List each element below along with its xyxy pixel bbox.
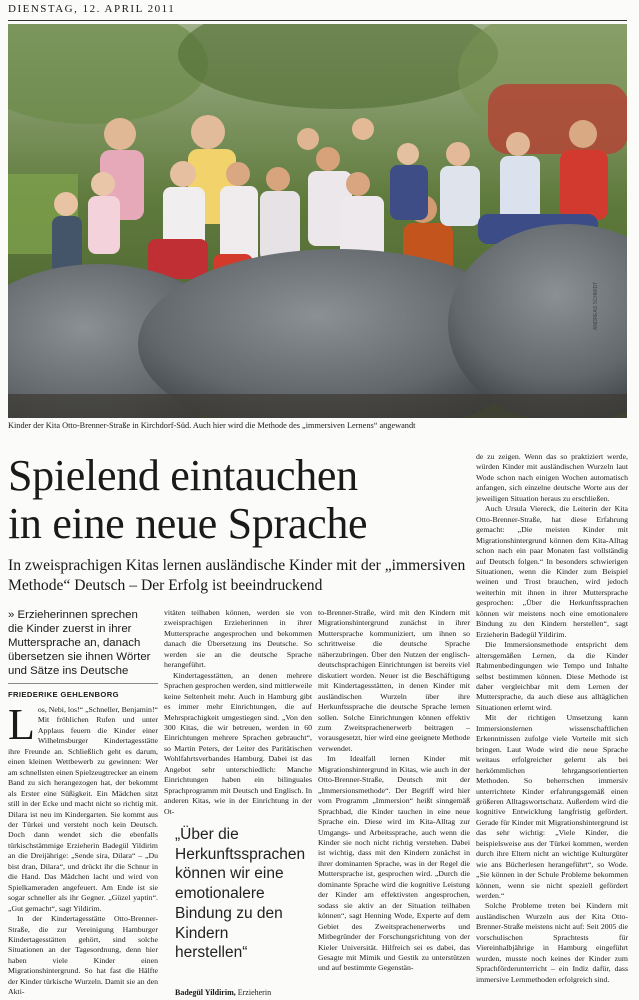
pull-quote: „Über die Herkunftssprachen können wir eine emotionalere Bindung zu den Kindern herstellen“ (175, 826, 306, 962)
quote-source-name: Badegül Yildirim, (175, 988, 236, 997)
article-column-1 (8, 700, 158, 998)
col3-paragraph-1: to-Brenner-Straße, wird mit den Kindern mit Migrationshintergrund zunächst in ihrer Muttersprache kommuniziert, um ihnen so schrittweise die deutsche Sprache näherzubringen. Über den Nutzen der englisch-deutschsprachigen Einrichtungen ist bereits viel diskutiert worden. Neuer ist die Beschäftigung mit Kindertagesstätten, in denen Kinder mit ausländischen Wurzeln über ihre Herkunftssprache die deutsche Sprache lernen sollen. Solche Einrichtungen können effektiv zum Zweitsprachenerwerb beitragen – vorausgesetzt, hier wird eine geeignete Methode verwendet. (318, 608, 470, 753)
article-column-2 (164, 608, 312, 817)
headline (8, 452, 468, 548)
col1-paragraph-1: os, Nebi, los!“ „Schneller, Benjamin!“ Mit fröhlichen Rufen und unter Applaus feuern die Kinder einer Wilhelmsburger Kindertagesstätte ihre Freunde an. Schließlich geht es darum, einen kleinen Wettbewerb zu gewinnen: Wer am schnellsten einen Spielzeugtrecker an einem Band zu sich herangezogen hat, der bekommt als Erster eine Süßigkeit. Ein Mädchen sitzt still in der Ecke und macht nicht so richtig mit. Dilara ist neu im Kindergarten. Sie kommt aus der Türkei und versteht noch kein Deutsch. Doch dann wendet sich die ebenfalls türkischstämmige Erzieherin Badegül Yildirim an die Dreijährige: „Sende sira, Dilara“ – „Du bist dran, Dilara“, und drückt ihr die Schnur in die Hand. Das Mädchen lacht und wird von Spielkameraden angefeuert. Am Ende ist sie sogar schneller als ihr Gegner. „Güzel yaptin“. „Gut gemacht“, sagt Yildirim. (8, 705, 158, 913)
col2-paragraph-1: vitäten teilhaben können, werden sie von zweisprachigen Erzieherinnen in ihrer Muttersprache angesprochen und bekommen danach die Übersetzung ins Deutsche. So werden sie an die deutsche Sprache herangeführt. (164, 608, 312, 670)
dateline: DIENSTAG, 12. APRIL 2011 (8, 3, 176, 15)
col4-paragraph-4: Mit der richtigen Umsetzung kann Immersionslernen wissenschaftlichen Erkenntnissen zufolge viele Vorteile mit sich bringen. Laut Wode wird die neue Sprache weitaus erfolgreicher gelernt als bei herkömmlichen lehrgangsorientierten Methoden. So beherrschen immersiv unterrichtete Kinder erfahrungsgemäß einen größeren Alltagswortschatz. Außerdem wird die kognitive Entwicklung langfristig gefördert. Gerade für Kinder mit Migrationshintergrund ist das sehr wichtig: „Viele Kinder, die beispielsweise aus der Türkei kommen, werden durch ihre Eltern nicht an wichtige Kulturgüter wie ans Bücherlesen herangeführt“, so Wode. „Sie können in der Schule Probleme bekommen können, wenn sie nicht speziell gefördert werden.“ (476, 713, 628, 901)
teaser: » Erzieherinnen sprechen die Kinder zuerst in ihrer Muttersprache an, danach übersetzen sie ihnen Wörter und Sätze ins Deutsche (8, 609, 151, 677)
col3-paragraph-2: Im Idealfall lernen Kinder mit Migrationshintergrund in Kitas, wie auch in der Otto-Brenner-Straße, Deutsch mit der „Immersionsmethode“. Der Begriff wird hier vom Programm „Immersion“ heißt sinngemäß Sprachbad, die Kinder tauchen in eine neue Sprache ein. Diese wird im Kita-Alltag zur Umgangs- und Arbeitssprache, auch wenn die Kinder sie noch nicht richtig verstehen. Dabei ist wichtig, dass mit den Kindern zunächst in ihrer dominanten Sprache, was in der Regel die Muttersprache ist, gesprochen wird. „Durch die dominante Sprache wird die kognitive Leistung der Kinder am effektivsten angesprochen, sodass sie aktiv an der Situation teilhaben können“, sagt Henning Wode, Experte auf dem Gebiet des Zweitsprachenerwerbs und Mitbegründer der Forschungsrichtung von der Kieler Universität. Hilfreich sei es dabei, das Gesagte mit Mimik und Gestik zu unterstützen und auf bestimmte Gegenstän- (318, 754, 470, 973)
drop-cap: L (8, 700, 35, 749)
article-column-4 (476, 452, 628, 985)
col4-paragraph-2: Auch Ursula Viereck, die Leiterin der Kita Otto-Brenner-Straße, hat diese Erfahrung gemacht: „Die meisten Kinder mit Migrationshintergrund können dem Kita-Alltag schon nach ein paar Monaten fast vollständig auf Deutsch folgen.“ In besonders schwierigen Situationen, wenn die Kinder zum Beispiel weinen und Trost brauchen, wird jedoch weiterhin mit ihnen in ihrer Muttersprache gesprochen: „Über die Herkunftssprachen können wir meistens noch eine emotionalere Bindung zu den Kindern herstellen“, sagt Erzieherin Badegül Yildirim. (476, 504, 628, 639)
teaser-rule (8, 683, 158, 684)
subheadline: In zweisprachigen Kitas lernen ausländische Kinder mit der „immersiven Methode“ Deutsch – Der Erfolg ist beeindruckend (8, 557, 466, 594)
pull-quote-source (175, 988, 315, 998)
photo-caption: Kinder der Kita Otto-Brenner-Straße in Kirchdorf-Süd. Auch hier wird die Methode des „immersiven Lernens“ angewandt (8, 421, 416, 430)
col4-paragraph-3: Die Immersionsmethode entspricht dem altersgemäßen Lernen, da die Kinder Rahmenbedingungen wie Tempo und Inhalte selbst bestimmen können. Diese Methode ist daher vergleichbar mit dem Lernen der Muttersprache, da auch diese aus alltäglichen Situationen erlernt wird. (476, 640, 628, 712)
article-column-3 (318, 608, 470, 974)
quote-source-role: Erzieherin (237, 988, 272, 997)
headline-line-1: Spielend eintauchen (8, 451, 358, 500)
photo-illustration (8, 24, 627, 418)
headline-line-2: in eine neue Sprache (8, 499, 368, 548)
col4-paragraph-1: de zu zeigen. Wenn das so praktiziert werde, würden Kinder mit ausländischen Wurzeln laut Wode schon nach einigen Wochen automatisch anfangen, sich einzelne deutsche Worte aus der jeweiligen Situation heraus zu erschließen. (476, 452, 628, 503)
top-rule (8, 20, 627, 21)
col2-paragraph-2: Kindertagesstätten, an denen mehrere Sprachen gesprochen werden, sind mittlerweile keine Seltenheit mehr. Auch in Hamburg gibt es immer mehr Einrichtungen, die auf Mehrsprachigkeit umgestiegen sind. „Von den 300 Kitas, die wir betreuen, werden in 60 Einrichtungen mehrere Sprachen gebraucht“, so Martin Peters, der Leiter des Paritätischen Wohlfahrtsverbandes Hamburg. Dabei ist das Angebot sehr unterschiedlich: Manche Einrichtungen haben ein bilinguales Sprachprogramm mit Deutsch und Englisch. In anderen Kitas, wie in der Einrichtung in der Ot- (164, 670, 312, 816)
col1-paragraph-2: In der Kindertagesstätte Otto-Brenner-Straße, die zur Vereinigung Hamburger Kindertagesstätten gehört, sind solche Situationen an der Tagesordnung, denn hier haben viele Kinder einen Migrationshintergrund. So hat fast die Hälfte der Kinder türkische Wurzeln. Damit sie an den Akti- (8, 914, 158, 997)
col4-paragraph-5: Solche Probleme treten bei Kindern mit ausländischen Wurzeln aus der Kita Otto-Brenner-Straße meistens nicht auf: Seit 2005 die vorschulischen Sprachtests für Viereinhalbjährige in Hamburg eingeführt wurden, musste noch keines der Kinder zum Sprachförderunterricht – ein Indiz dafür, dass immersive Lernmethoden erfolgreich sind. (476, 901, 628, 984)
photo-credit: ANDREAS SCHMIDT (593, 281, 599, 330)
article-photo (8, 24, 627, 418)
author-byline: FRIEDERIKE GEHLENBORG (8, 690, 119, 699)
